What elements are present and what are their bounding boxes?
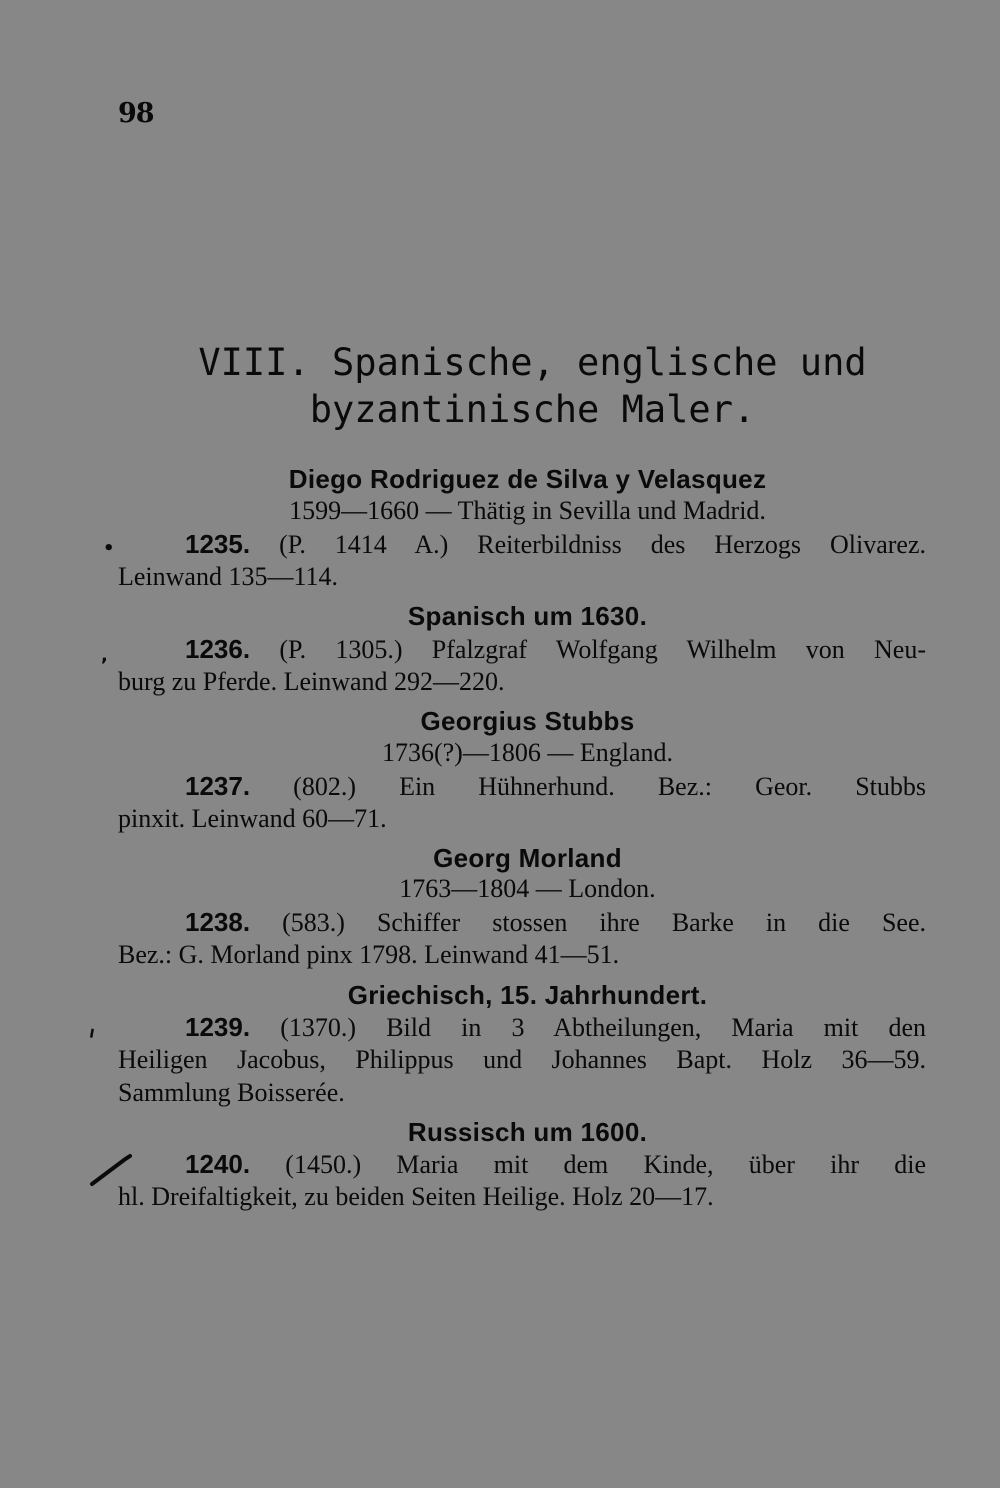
entry-number: 1235.: [185, 529, 251, 559]
margin-dot-mark: •: [103, 538, 115, 559]
entry-1240-line-2: hl. Dreifaltigkeit, zu beiden Seiten Heilige. Holz 20—17.: [118, 1182, 714, 1211]
entry-text: (P. 1305.) Pfalzgraf Wolfgang Wilhelm von Neu-: [279, 635, 927, 664]
entry-1236-line-2: burg zu Pferde. Leinwand 292—220.: [118, 667, 505, 696]
artist-dates-velasquez: 1599—1660 — Thätig in Sevilla und Madrid.: [289, 496, 766, 525]
artist-dates-stubbs: 1736(?)—1806 — England.: [381, 738, 673, 767]
artist-dates-morland: 1763—1804 — London.: [399, 874, 656, 903]
entry-1237-line-2: pinxit. Leinwand 60—71.: [118, 804, 387, 833]
entry-number: 1236.: [185, 634, 251, 664]
entry-1238-line-2: Bez.: G. Morland pinx 1798. Leinwand 41—51.: [118, 940, 620, 969]
entry-text: (P. 1414 A.) Reiterbildniss des Herzogs Olivarez.: [279, 530, 927, 559]
entry-number: 1239.: [185, 1012, 251, 1042]
entry-number: 1237.: [185, 771, 251, 801]
entry-1240-line-1: [118, 1148, 926, 1181]
section-heading-russisch: Russisch um 1600.: [407, 1117, 648, 1147]
entry-1237-line-1: [118, 770, 926, 803]
entry-1235-line-2: Leinwand 135—114.: [118, 562, 338, 591]
entry-1236-line-1: [118, 633, 926, 666]
entry-1235-line-1: [118, 528, 926, 561]
section-heading-spanisch: Spanisch um 1630.: [407, 601, 648, 631]
entry-text: (583.) Schiffer stossen ihre Barke in die See.: [282, 908, 927, 937]
entry-number: 1240.: [185, 1149, 251, 1179]
entry-text: (802.) Ein Hühnerhund. Bez.: Geor. Stubbs: [293, 772, 926, 801]
section-heading-griechisch: Griechisch, 15. Jahrhundert.: [347, 980, 708, 1010]
artist-heading-stubbs: Georgius Stubbs: [420, 706, 635, 736]
entry-text: (1450.) Maria mit dem Kinde, über ihr die: [285, 1150, 927, 1179]
margin-check-mark: ᐟ: [84, 1024, 105, 1051]
artist-heading-morland: Georg Morland: [433, 843, 622, 873]
page-number: 98: [118, 98, 154, 129]
entry-1239-line-3: Sammlung Boisserée.: [118, 1078, 345, 1107]
chapter-title-line-1: VIII. Spanische, englische und: [198, 341, 867, 384]
artist-heading-velasquez: Diego Rodriguez de Silva y Velasquez: [288, 464, 767, 494]
entry-1239-line-2: Heiligen Jacobus, Philippus und Johannes Bapt. Holz 36—59.: [118, 1045, 926, 1074]
entry-text: (1370.) Bild in 3 Abtheilungen, Maria mit den: [280, 1013, 926, 1042]
chapter-title-line-2: byzantinische Maler.: [309, 388, 756, 431]
entry-1239-line-1: [118, 1011, 926, 1044]
entry-number: 1238.: [185, 907, 251, 937]
margin-tick-mark: ,: [101, 645, 108, 666]
entry-1238-line-1: [118, 906, 926, 939]
